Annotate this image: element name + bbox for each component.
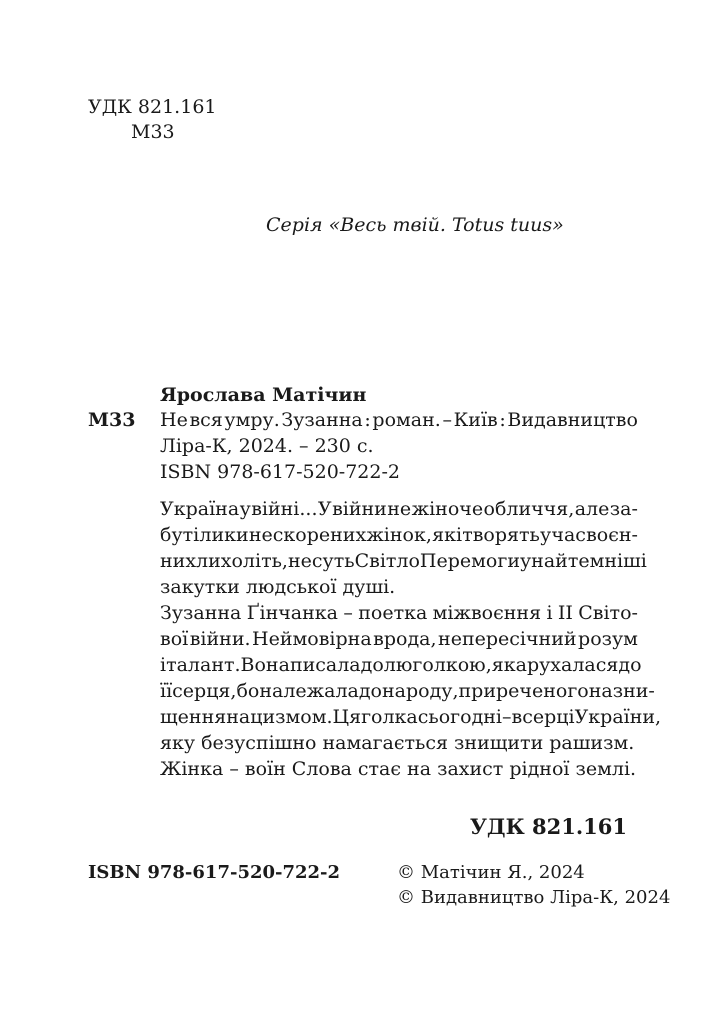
word: Не	[160, 409, 188, 431]
word: до	[358, 680, 382, 702]
word: міжвоєння	[432, 602, 542, 624]
word: на	[588, 680, 613, 702]
word: у	[239, 498, 251, 520]
word: Ця	[332, 706, 362, 728]
word: талант.	[166, 654, 241, 676]
author-code-bold: М33	[88, 409, 136, 431]
annotation-line	[160, 600, 638, 626]
word: в	[511, 706, 523, 728]
word: –	[442, 409, 452, 431]
bibliographic-line: Ліра-К, 2024. – 230 с.	[160, 435, 374, 457]
word: народу,	[382, 680, 459, 702]
series-title: Серія «Весь твій. Totus tuus»	[266, 214, 564, 236]
word: серця,	[172, 680, 237, 702]
word: поетка	[358, 602, 428, 624]
word: Неймовірна	[252, 628, 372, 650]
bibliographic-isbn: ISBN 978-617-520-722-2	[160, 461, 400, 483]
copyright-author: © Матічин Я., 2024	[397, 862, 585, 883]
annotation-line	[160, 522, 638, 548]
word: долю	[360, 654, 413, 676]
word: які	[432, 524, 463, 546]
annotation-line	[160, 678, 655, 704]
word: час	[551, 524, 586, 546]
word: У	[317, 498, 332, 520]
annotation-paragraph	[160, 496, 647, 574]
word: сьогодні	[417, 706, 503, 728]
word: –	[343, 602, 353, 624]
word: Світло	[354, 550, 420, 572]
word: Зузанна	[281, 409, 363, 431]
word: не	[387, 498, 412, 520]
word: Україна	[160, 498, 240, 520]
word: Перемоги	[419, 550, 520, 572]
word: у	[540, 524, 552, 546]
word: але	[574, 498, 610, 520]
word: обличчя,	[483, 498, 575, 520]
word: голкою,	[412, 654, 492, 676]
word: –	[502, 706, 512, 728]
word: належала	[259, 680, 359, 702]
word: її	[160, 680, 173, 702]
word: яка	[491, 654, 527, 676]
word: нацизмом.	[226, 706, 333, 728]
word: жіноче	[411, 498, 484, 520]
isbn-bottom: ISBN 978-617-520-722-2	[88, 862, 341, 883]
word: щення	[160, 706, 227, 728]
annotation	[160, 496, 662, 782]
word: Світо-	[578, 602, 638, 624]
word: Київ	[453, 409, 498, 431]
word: Ґінчанка	[246, 602, 338, 624]
bibliographic-record	[160, 407, 638, 485]
word: Зузанна	[160, 602, 242, 624]
udk-index-bottom: УДК 821.161	[469, 814, 627, 839]
word: творять	[462, 524, 540, 546]
word: вся	[189, 409, 223, 431]
word: приреченого	[458, 680, 589, 702]
word: найтемніші	[531, 550, 647, 572]
word: розум	[578, 628, 638, 650]
annotation-line: яку безуспішно намагається знищити рашизм.	[160, 732, 635, 754]
word: жінок,	[366, 524, 432, 546]
word: зни-	[612, 680, 655, 702]
word: серці	[522, 706, 575, 728]
word: ІІ	[557, 602, 573, 624]
annotation-line	[160, 548, 647, 574]
annotation-paragraph	[160, 600, 662, 730]
word: роман.	[372, 409, 441, 431]
word: несуть	[287, 550, 355, 572]
annotation-line	[160, 626, 638, 652]
bibliographic-line	[160, 407, 638, 433]
word: буті	[160, 524, 200, 546]
word: за-	[609, 498, 638, 520]
word: війни	[332, 498, 387, 520]
word: війні...	[251, 498, 318, 520]
word: лихоліть,	[196, 550, 288, 572]
word: нескорених	[248, 524, 367, 546]
udk-index: УДК 821.161	[88, 96, 217, 118]
word: них	[160, 550, 197, 572]
author-name: Ярослава Матічин	[160, 384, 367, 406]
annotation-paragraph: Жінка – воїн Слова стає на захист рідної землі.	[160, 758, 637, 780]
word: писала	[289, 654, 361, 676]
word: :	[364, 409, 371, 431]
word: лики	[199, 524, 249, 546]
annotation-line	[160, 496, 638, 522]
word: Видавництво	[507, 409, 638, 431]
author-code: М33	[131, 121, 175, 143]
annotation-line	[160, 652, 642, 678]
word: бо	[236, 680, 260, 702]
annotation-line	[160, 704, 662, 730]
word: воєн-	[586, 524, 638, 546]
word: непересічний	[438, 628, 577, 650]
word: :	[499, 409, 506, 431]
word: і	[160, 654, 167, 676]
word: вої	[160, 628, 189, 650]
word: до	[618, 654, 642, 676]
word: врода,	[373, 628, 437, 650]
word: війни.	[189, 628, 251, 650]
word: України,	[574, 706, 662, 728]
word: рухалася	[526, 654, 619, 676]
copyright-publisher: © Видавництво Ліра-К, 2024	[397, 887, 671, 908]
word: голка	[361, 706, 418, 728]
annotation-line: закутки людської душі.	[160, 576, 396, 598]
word: і	[546, 602, 553, 624]
word: Вона	[240, 654, 290, 676]
word: умру.	[224, 409, 280, 431]
word: у	[519, 550, 532, 572]
